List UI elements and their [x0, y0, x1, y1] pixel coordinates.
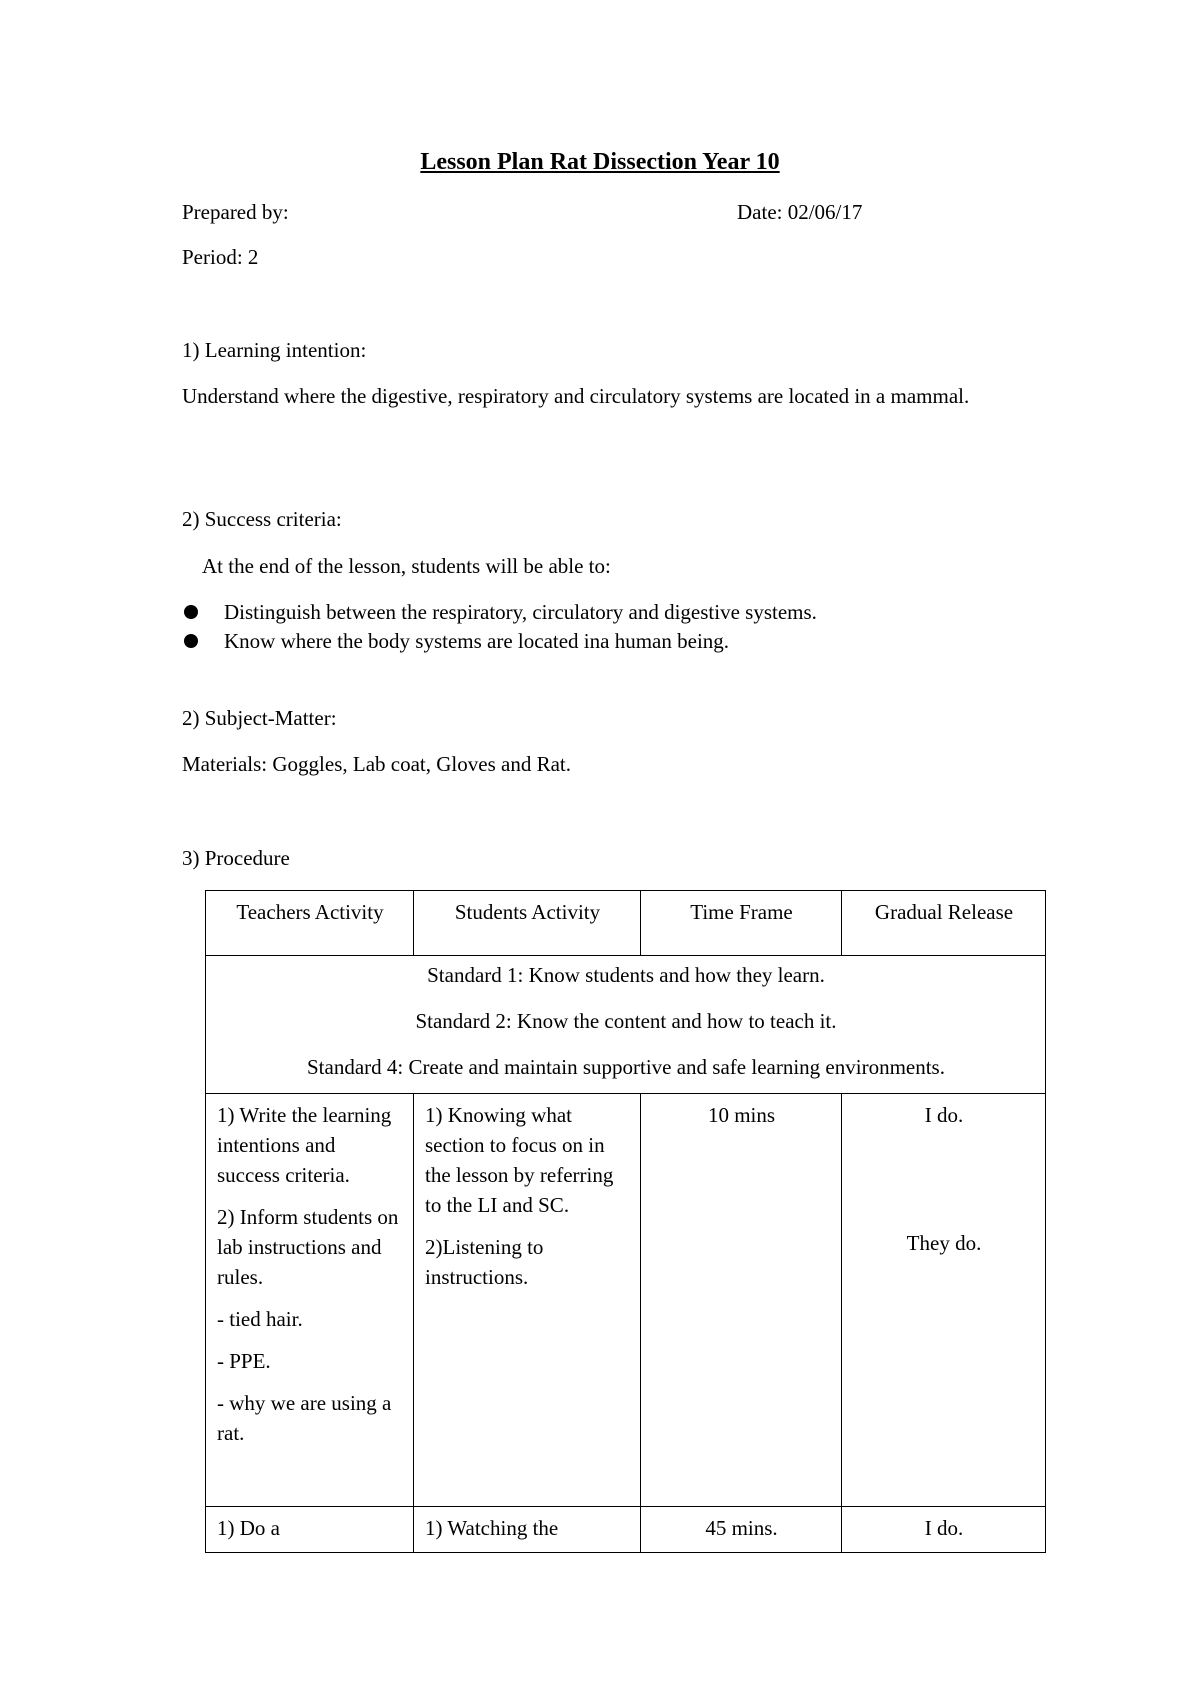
learning-intention-heading: 1) Learning intention: — [182, 338, 367, 362]
time-frame-cell: 10 mins — [641, 1094, 842, 1507]
standards-row — [206, 956, 1046, 1094]
header-time-frame: Time Frame — [641, 891, 842, 956]
cell-text: They do. — [906, 1231, 982, 1255]
bullet-icon — [184, 634, 198, 648]
standard-line: Standard 2: Know the content and how to teach it. — [415, 1009, 837, 1033]
cell-text: - tied hair. — [217, 1307, 303, 1331]
cell-text: - PPE. — [217, 1349, 271, 1373]
student-activity-cell — [414, 1094, 641, 1507]
header-students-activity: Students Activity — [414, 891, 641, 956]
gradual-release-cell — [842, 1094, 1046, 1507]
procedure-heading: 3) Procedure — [182, 846, 290, 870]
teacher-activity-cell: 1) Do a — [206, 1507, 414, 1553]
list-item-text: Know where the body systems are located ina human being. — [224, 629, 730, 653]
gradual-release-cell: I do. — [842, 1507, 1046, 1553]
cell-text: - why we are using a rat. — [217, 1391, 392, 1445]
standard-line: Standard 4: Create and maintain supportive and safe learning environments. — [307, 1055, 945, 1079]
cell-text: 1) Knowing what section to focus on in the lesson by referring to the LI and SC. — [425, 1103, 614, 1217]
table-row — [206, 1094, 1046, 1507]
success-criteria-heading: 2) Success criteria: — [182, 507, 342, 531]
table-header-row — [206, 891, 1046, 956]
materials-text: Materials: Goggles, Lab coat, Gloves and Rat. — [182, 752, 571, 776]
procedure-table — [205, 890, 1046, 1553]
date-label: Date: 02/06/17 — [737, 200, 863, 224]
success-criteria-intro: At the end of the lesson, students will be able to: — [202, 554, 611, 578]
time-frame-cell: 45 mins. — [641, 1507, 842, 1553]
standards-cell — [206, 956, 1046, 1094]
cell-text: I do. — [924, 1103, 964, 1127]
subject-matter-heading: 2) Subject-Matter: — [182, 706, 337, 730]
cell-text: 1) Write the learning intentions and success criteria. — [217, 1103, 392, 1187]
learning-intention-text: Understand where the digestive, respiratory and circulatory systems are located in a mammal. — [182, 384, 970, 408]
cell-text: 2) Inform students on lab instructions and rules. — [217, 1205, 399, 1289]
header-teachers-activity: Teachers Activity — [206, 891, 414, 956]
bullet-icon — [184, 605, 198, 619]
standard-line: Standard 1: Know students and how they learn. — [427, 963, 825, 987]
list-item-text: Distinguish between the respiratory, circulatory and digestive systems. — [224, 600, 817, 624]
period-label: Period: 2 — [182, 245, 259, 269]
cell-text: 2)Listening to instructions. — [425, 1235, 544, 1289]
table-row — [206, 1507, 1046, 1553]
prepared-by-label: Prepared by: — [182, 200, 289, 224]
header-gradual-release: Gradual Release — [842, 891, 1046, 956]
student-activity-cell: 1) Watching the — [414, 1507, 641, 1553]
teacher-activity-cell — [206, 1094, 414, 1507]
document-title: Lesson Plan Rat Dissection Year 10 — [420, 149, 780, 175]
